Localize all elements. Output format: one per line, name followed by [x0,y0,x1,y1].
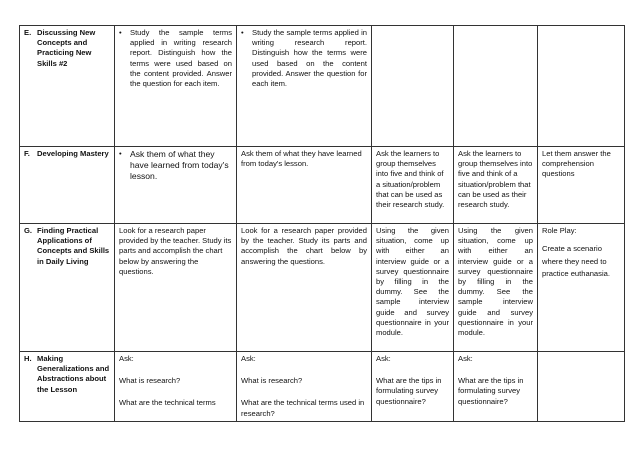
row-f-cell-5: Let them answer the comprehension questions [538,147,625,224]
row-letter: E. [24,28,32,37]
row-e-header [20,26,115,147]
row-e-cell-2 [237,26,372,147]
row-h-header [20,352,115,422]
question: What is research? [119,376,181,386]
row-f-cell-4: Ask the learners to group themselves into five and think of a situation/problem that can be used as their research study. [454,147,538,224]
row-e-cell-5 [538,26,625,147]
row-h-cell-5 [538,352,625,422]
row-h [20,352,625,422]
row-f-header [20,147,115,224]
row-f-cell-2: Ask them of what they have learned from today's lesson. [237,147,372,224]
row-e [20,26,625,147]
row-title: Making Generalizations and Abstractions about the Lesson [37,354,110,394]
question: What are the tips in formulating survey questionnaire? [458,376,524,406]
row-letter: F. [24,149,30,158]
row-h-cell-3 [372,352,454,422]
bullet-icon: • [119,149,122,158]
row-g-header [20,224,115,352]
row-letter: G. [24,226,33,235]
row-letter: H. [24,354,32,363]
question: What are the tips in formulating survey questionnaire? [376,376,442,406]
question: What is research? [241,376,303,386]
row-e-cell-1 [115,26,237,147]
row-f-cell-3: Ask the learners to group themselves into five and think of a situation/problem that can be used as their research study. [372,147,454,224]
row-title: Discussing New Concepts and Practicing New Skills #2 [37,28,96,68]
lesson-plan-table [19,25,625,422]
role-play-label: Role Play: [542,226,577,235]
row-g-cell-5 [538,224,625,352]
bullet-icon: • [119,28,122,37]
cell-text: Study the sample terms applied in writing research report. Distinguish how the terms were used based on the content provided. Answer the question for each item. [252,28,367,89]
bullet-icon: • [241,28,244,37]
question: What are the technical terms [119,398,216,408]
row-e-cell-4 [454,26,538,147]
question: What are the technical terms used in research? [241,398,365,418]
ask-label: Ask: [119,354,134,363]
cell-text: Study the sample terms applied in writing research report. Distinguish how the terms were used based on the content provided. Answer the question for each item. [130,28,232,89]
row-g-cell-1: Look for a research paper provided by the teacher. Study its parts and accomplish the chart below by answering the questions. [115,224,237,352]
row-title: Finding Practical Applications of Concepts and Skills in Daily Living [37,226,110,266]
cell-text: Ask them of what they have learned from today's lesson. [130,149,229,181]
row-g-cell-4: Using the given situation, come up with either an interview guide or a survey questionnaire by filling in the dummy. See the sample interview guide and survey questionnaire in your module. [454,224,538,352]
ask-label: Ask: [376,354,391,363]
role-play-text: Create a scenario where they need to practice euthanasia. [542,244,610,279]
row-g [20,224,625,352]
row-h-cell-1 [115,352,237,422]
row-f-cell-1 [115,147,237,224]
row-title: Developing Mastery [37,149,109,158]
ask-label: Ask: [241,354,256,363]
row-g-cell-3: Using the given situation, come up with either an interview guide or a survey questionnaire by filling in the dummy. See the sample interview guide and survey questionnaire in your module. [372,224,454,352]
row-g-cell-2: Look for a research paper provided by the teacher. Study its parts and accomplish the chart below by answering the questions. [237,224,372,352]
row-h-cell-2 [237,352,372,422]
ask-label: Ask: [458,354,473,363]
row-h-cell-4 [454,352,538,422]
row-e-cell-3 [372,26,454,147]
row-f [20,147,625,224]
